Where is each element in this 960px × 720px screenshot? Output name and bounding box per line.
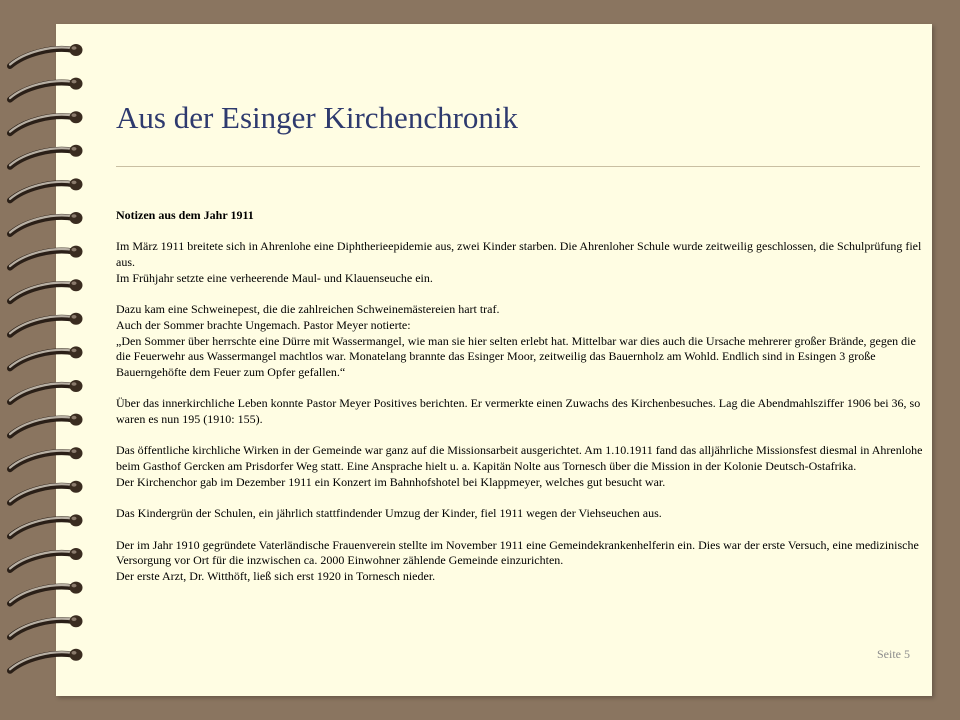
binding-ring-icon bbox=[10, 178, 83, 200]
paragraph-line: Das öffentliche kirchliche Wirken in der Gemeinde war ganz auf die Missionsarbeit ausgerichtet. Am 1.10.1911 fand das alljährliche Missionsfest diesmal in Ahrenlohe beim Gasthof Gercken am Prisdorfer Weg statt. Eine Ansprache hielt u. a. Kapitän Nolte aus Tornesch über die Mission in der Kolonie Deutsch-Ostafrika. bbox=[116, 443, 923, 474]
binding-ring-icon bbox=[10, 279, 83, 301]
paragraph-line: Das Kindergrün der Schulen, ein jährlich stattfindender Umzug der Kinder, fiel 1911 wegen der Viehseuchen aus. bbox=[116, 506, 662, 521]
section-heading: Notizen aus dem Jahr 1911 bbox=[116, 208, 254, 222]
binding-ring-icon bbox=[10, 582, 83, 604]
paragraph-line: Dazu kam eine Schweinepest, die die zahlreichen Schweinemästereien hart traf. bbox=[116, 302, 500, 317]
binding-ring-icon bbox=[10, 380, 83, 402]
paragraph-line: Der erste Arzt, Dr. Witthöft, ließ sich erst 1920 in Tornesch nieder. bbox=[116, 569, 436, 584]
binding-ring-icon bbox=[10, 313, 83, 335]
binding-ring-icon bbox=[10, 346, 83, 368]
binding-ring-icon bbox=[10, 548, 83, 570]
paragraph-line: Im Frühjahr setzte eine verheerende Maul- und Klauenseuche ein. bbox=[116, 270, 433, 285]
paragraph-block-4 bbox=[116, 443, 926, 490]
chronicle-body bbox=[116, 208, 926, 585]
page-number: Seite 5 bbox=[877, 647, 910, 661]
binding-ring-icon bbox=[10, 514, 83, 536]
paragraph-block-2 bbox=[116, 302, 926, 381]
spiral-binding-icon bbox=[0, 0, 110, 720]
paragraph-block-3 bbox=[116, 396, 926, 427]
paragraph-line: Der im Jahr 1910 gegründete Vaterländische Frauenverein stellte im November 1911 eine Gemeindekrankenhelferin ein. Dies war der erste Versuch, eine medizinische Versorgung vor Ort für die inzwischen ca. 2000 Einwohner zählende Gemeinde einzurichten. bbox=[116, 537, 919, 568]
binding-ring-icon bbox=[10, 44, 83, 66]
binding-ring-icon bbox=[10, 145, 83, 167]
binding-ring-icon bbox=[10, 481, 83, 503]
document-page bbox=[56, 24, 932, 696]
title-divider bbox=[116, 166, 920, 167]
binding-ring-icon bbox=[10, 649, 83, 671]
quote-text: „Den Sommer über herrschte eine Dürre mit Wassermangel, wie man sie hier selten erlebt hat. Mittelbar war dies auch die Ursache mehrerer großer Brände, gegen die die Feuerwehr aus Wassermangel machtlos war. Monatelang brannte das Esinger Moor, zeitweilig das Bauernholz am Wohld. Endlich sind in Esingen 3 große Bauerngehöfte dem Feuer zum Opfer gefallen.“ bbox=[116, 333, 916, 379]
binding-ring-icon bbox=[10, 615, 83, 637]
paragraph-block-6 bbox=[116, 538, 926, 585]
binding-ring-icon bbox=[10, 246, 83, 268]
binding-ring-icon bbox=[10, 111, 83, 133]
binding-ring-icon bbox=[10, 414, 83, 436]
paragraph-line: Der Kirchenchor gab im Dezember 1911 ein Konzert im Bahnhofshotel bei Klappmeyer, welches gut besucht war. bbox=[116, 474, 666, 489]
paragraph-block-5 bbox=[116, 506, 926, 522]
paragraph-line: Im März 1911 breitete sich in Ahrenlohe eine Diphtherieepidemie aus, zwei Kinder starben. Die Ahrenloher Schule wurde zeitweilig geschlossen, die Schulprüfung fiel aus. bbox=[116, 239, 922, 270]
paragraph-line: Auch der Sommer brachte Ungemach. Pastor Meyer notierte: bbox=[116, 317, 411, 332]
binding-ring-icon bbox=[10, 212, 83, 234]
page-title: Aus der Esinger Kirchenchronik bbox=[116, 100, 519, 135]
paragraph-block-1 bbox=[116, 239, 926, 286]
binding-ring-icon bbox=[10, 447, 83, 469]
binding-ring-icon bbox=[10, 78, 83, 100]
paragraph-line: Über das innerkirchliche Leben konnte Pastor Meyer Positives berichten. Er vermerkte einen Zuwachs des Kirchenbesuches. Lag die Abendmahlsziffer 1906 bei 36, so waren es nun 195 (1910: 155). bbox=[116, 396, 921, 427]
